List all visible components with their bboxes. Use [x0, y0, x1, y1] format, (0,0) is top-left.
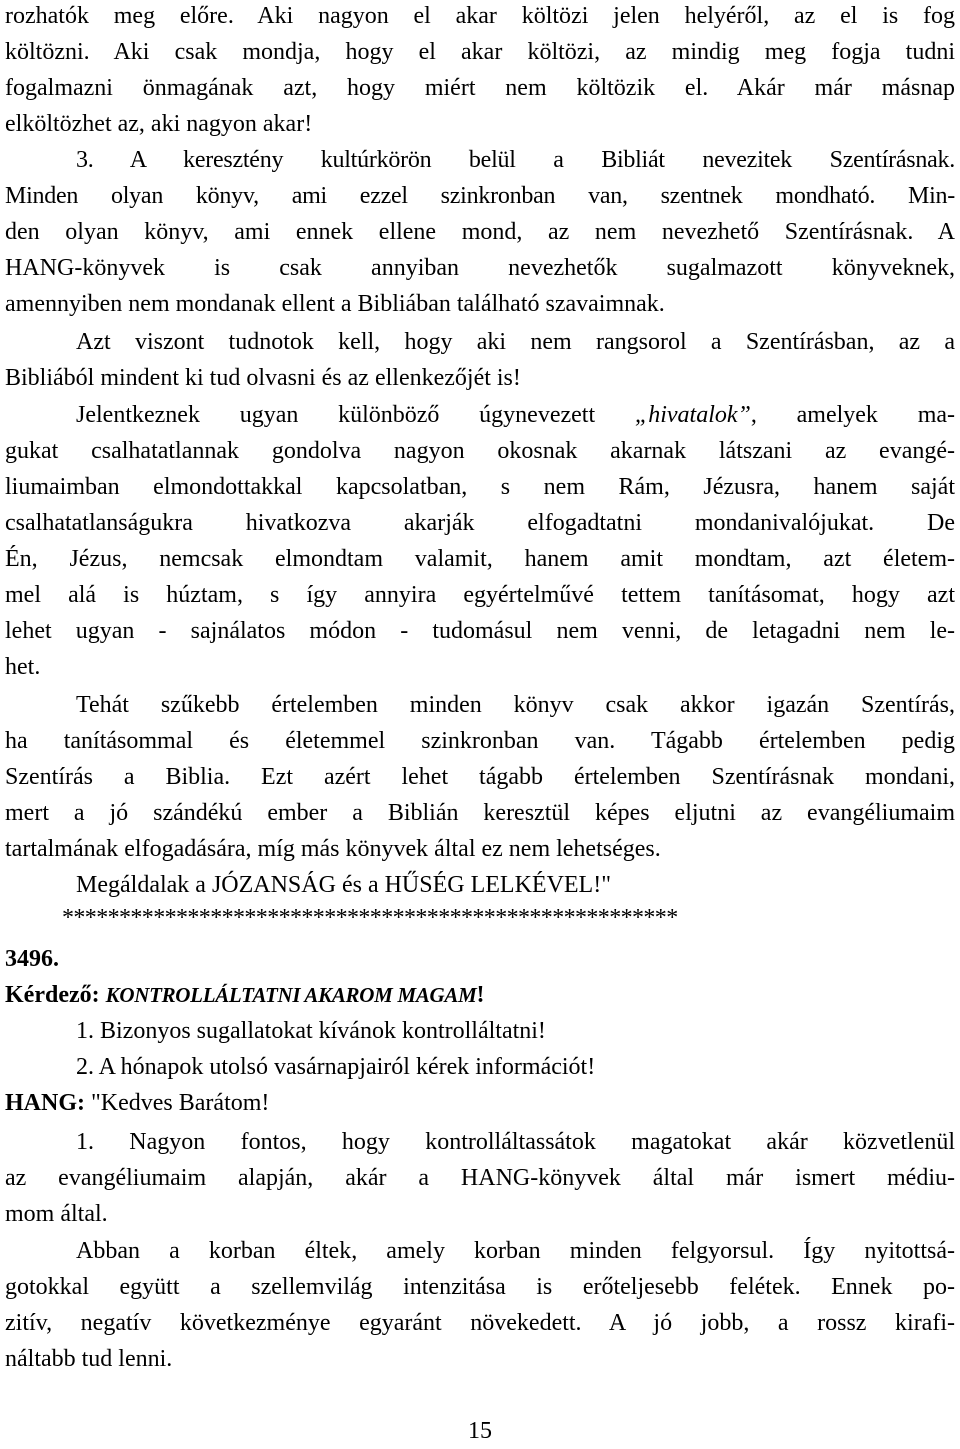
text-line: csalhatatlanságukra hivatkozva akarják elfogadtatni mondanivalójukat. De — [5, 510, 955, 536]
text-line: tartalmának elfogadására, míg más könyvek által ez nem lehetséges. — [5, 836, 661, 862]
paragraph-first-line: Abban a korban éltek, amely korban minden felgyorsul. Így nyitottsá- — [76, 1238, 955, 1264]
blessing-line: Megáldalak a JÓZANSÁG és a HŰSÉG LELKÉVEL!" — [76, 872, 612, 898]
answer-label: HANG: — [5, 1090, 91, 1116]
text-line: gukat csalhatatlannak gondolva nagyon okosnak akarnak látszani az evangé- — [5, 438, 955, 464]
paragraph-first-line — [76, 397, 955, 433]
questioner-label: Kérdező: — [5, 982, 106, 1008]
text-line: het. — [5, 654, 41, 680]
text-line: fogalmazni önmagának azt, hogy miért nem költözik el. Akár már másnap — [5, 75, 955, 101]
text-line: Bibliából mindent ki tud olvasni és az ellenkezőjét is! — [5, 365, 521, 391]
text-line: Én, Jézus, nemcsak elmondtam valamit, hanem amit mondtam, azt életem- — [5, 546, 955, 572]
greeting: "Kedves Barátom! — [91, 1090, 270, 1116]
question-item: 1. Bizonyos sugallatokat kívánok kontrolláltatni! — [76, 1018, 546, 1044]
text-line: Szentírás a Biblia. Ezt azért lehet tágabb értelemben Szentírásnak mondani, — [5, 764, 955, 790]
text-segment: , amelyek ma- — [750, 402, 956, 428]
text-line: elköltözhet az, aki nagyon akar! — [5, 111, 313, 137]
numbered-item-1: 1. Nagyon fontos, hogy kontrolláltassátok magatokat akár közvetlenül — [76, 1129, 955, 1155]
question-title: KONTROLLÁLTATNI AKAROM MAGAM — [105, 983, 477, 1007]
text-line: náltabb tud lenni. — [5, 1346, 173, 1372]
numbered-item-3: 3. A keresztény kultúrkörön belül a Bibliát nevezitek Szentírásnak. — [76, 147, 955, 173]
text-line: rozhatók meg előre. Aki nagyon el akar költözi jelen helyéről, az el is fog — [5, 3, 955, 29]
page-number: 15 — [468, 1418, 492, 1444]
text-line: zitív, negatív következménye egyaránt növekedett. A jó jobb, a rossz kirafi- — [5, 1310, 955, 1336]
text-line: lehet ugyan - sajnálatos módon - tudomásul nem venni, de letagadni nem le- — [5, 618, 955, 644]
text-line: ha tanításommal és életemmel szinkronban van. Tágabb értelemben pedig — [5, 728, 955, 754]
text-line: den olyan könyv, ami ennek ellene mond, az nem nevezhető Szentírásnak. A — [5, 219, 955, 245]
text-line: liumaimban elmondottakkal kapcsolatban, s nem Rám, Jézusra, hanem saját — [5, 474, 955, 500]
separator-stars: ****************************************************** — [62, 905, 678, 931]
text-line: HANG-könyvek is csak annyiban nevezhetők sugalmazott könyveknek, — [5, 255, 955, 281]
text-segment: ! — [476, 982, 485, 1008]
question-item: 2. A hónapok utolsó vasárnapjairól kérek információt! — [76, 1054, 596, 1080]
text-line: mert a jó szándékú ember a Biblián keresztül képes eljutni az evangéliumaim — [5, 800, 955, 826]
paragraph-first-line: Tehát szűkebb értelemben minden könyv csak akkor igazán Szentírás, — [76, 692, 955, 718]
text-line: költözni. Aki csak mondja, hogy el akar költözi, az mindig meg fogja tudni — [5, 39, 955, 65]
text-line: amennyiben nem mondanak ellent a Bibliában található szavaimnak. — [5, 291, 665, 317]
italic-quote: „hivatalok” — [634, 402, 751, 428]
question-number: 3496. — [5, 946, 59, 972]
text-line: az evangéliumaim alapján, akár a HANG-könyvek által már ismert médiu- — [5, 1165, 955, 1191]
paragraph-first-line: Azt viszont tudnotok kell, hogy aki nem rangsorol a Szentírásban, az a — [76, 329, 955, 355]
text-line: Minden olyan könyv, ami ezzel szinkronban van, szentnek mondható. Min- — [5, 183, 955, 209]
text-line: gotokkal együtt a szellemvilág intenzitása is erőteljesebb felétek. Ennek po- — [5, 1274, 955, 1300]
text-line: mom által. — [5, 1201, 108, 1227]
questioner-line — [5, 977, 955, 1013]
text-segment: Jelentkeznek ugyan különböző úgynevezett — [76, 402, 635, 428]
answer-line — [5, 1085, 955, 1121]
text-line: mel alá is húztam, s így annyira egyértelművé tettem tanításomat, hogy azt — [5, 582, 955, 608]
